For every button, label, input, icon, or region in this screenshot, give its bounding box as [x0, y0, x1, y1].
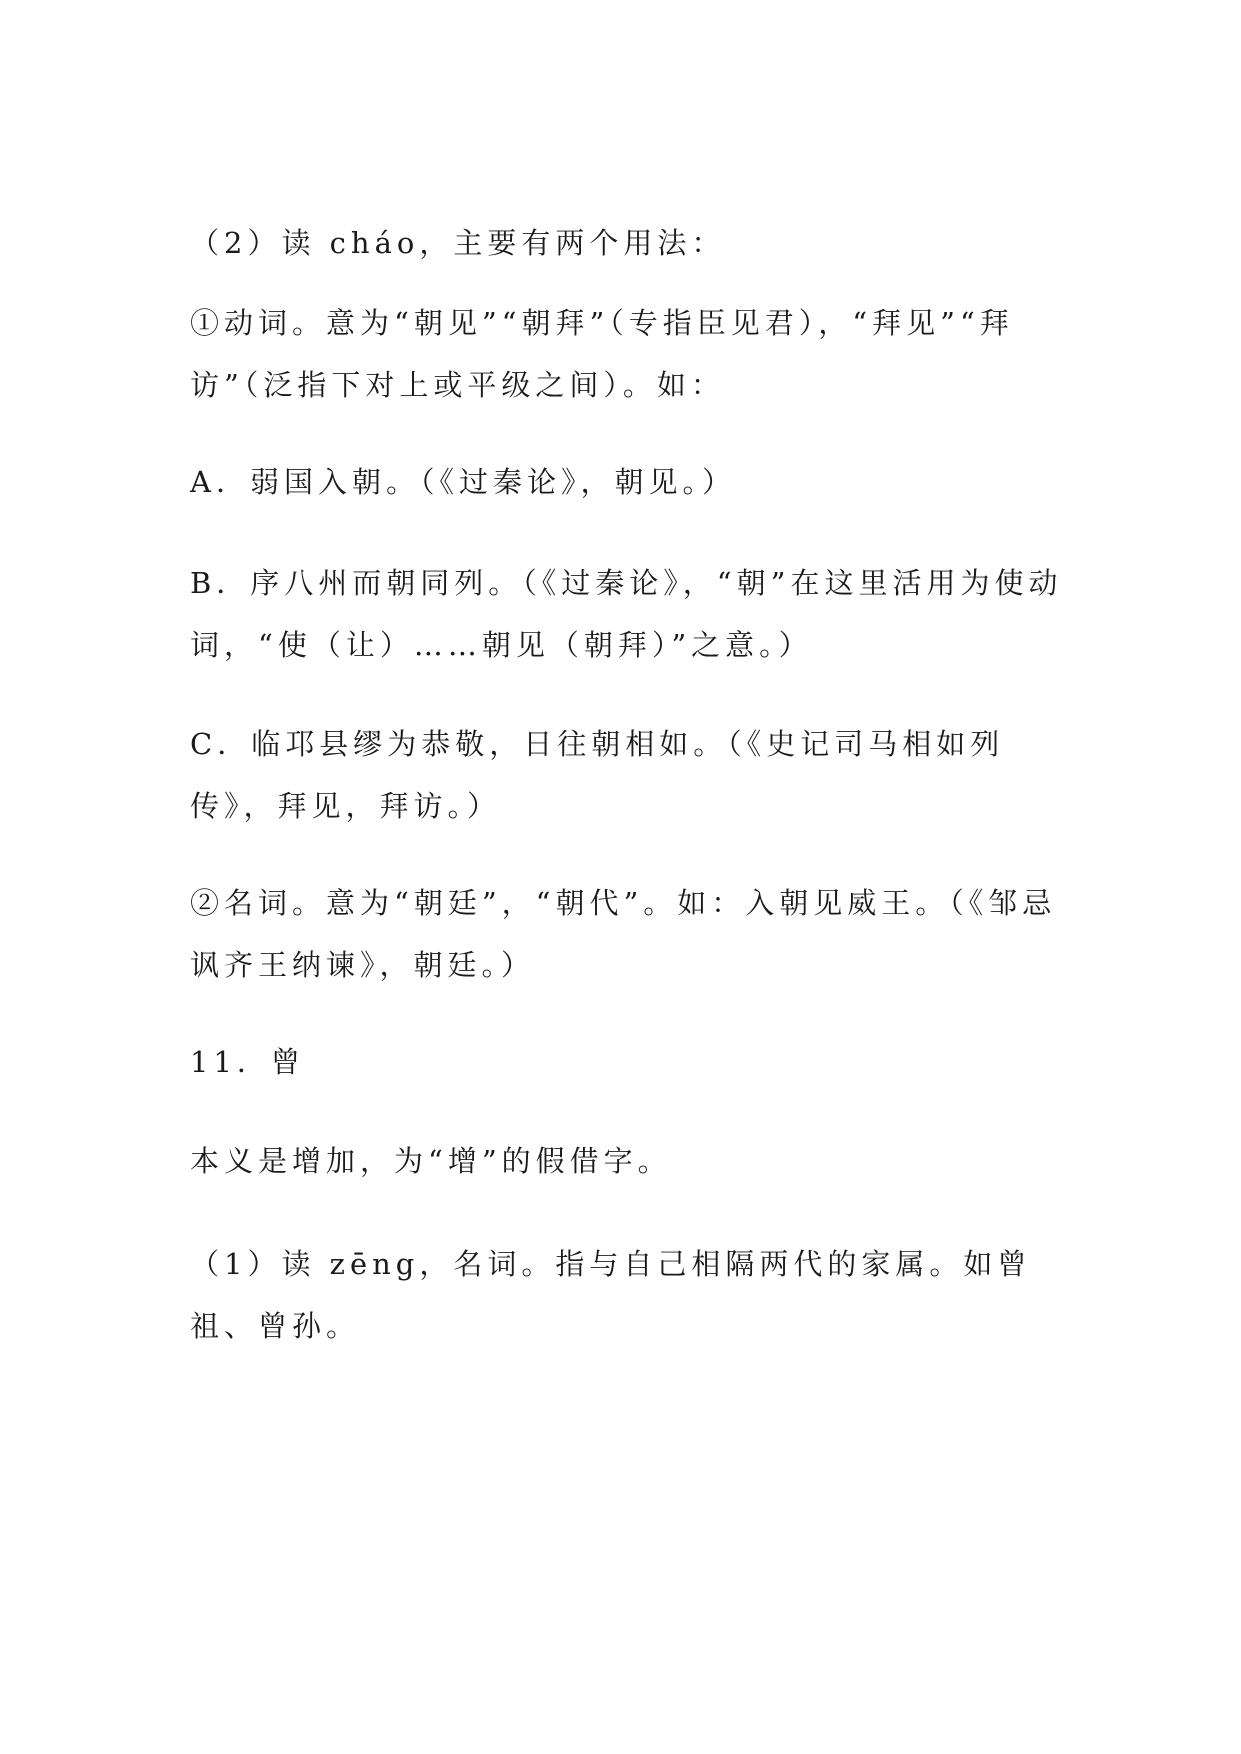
- paragraph-example-b: B．序八州而朝同列。（《过秦论》，“朝”在这里活用为使动词，“使（让）……朝见（朝拜）”之意。）: [190, 566, 1063, 662]
- paragraph-heading-zeng: 11．曾: [190, 1045, 305, 1079]
- paragraph-verb-usage: ①动词。意为“朝见”“朝拜”（专指臣见君），“拜见”“拜访”（泛指下对上或平级之间）。如：: [190, 306, 1014, 402]
- paragraph-example-c: C．临邛县缪为恭敬，日往朝相如。（《史记司马相如列传》，拜见，拜访。）: [190, 727, 1005, 823]
- paragraph-zeng-reading: （1）读 zēng，名词。指与自己相隔两代的家属。如曾祖、曾孙。: [190, 1247, 1032, 1343]
- paragraph-chao-reading: （2）读 cháo，主要有两个用法：: [190, 226, 726, 260]
- paragraph-example-a: A．弱国入朝。（《过秦论》，朝见。）: [190, 465, 736, 499]
- paragraph-original-meaning: 本义是增加，为“增”的假借字。: [190, 1144, 672, 1178]
- paragraph-noun-usage: ②名词。意为“朝廷”，“朝代”。如：入朝见威王。（《邹忌讽齐王纳谏》，朝廷。）: [190, 886, 1057, 982]
